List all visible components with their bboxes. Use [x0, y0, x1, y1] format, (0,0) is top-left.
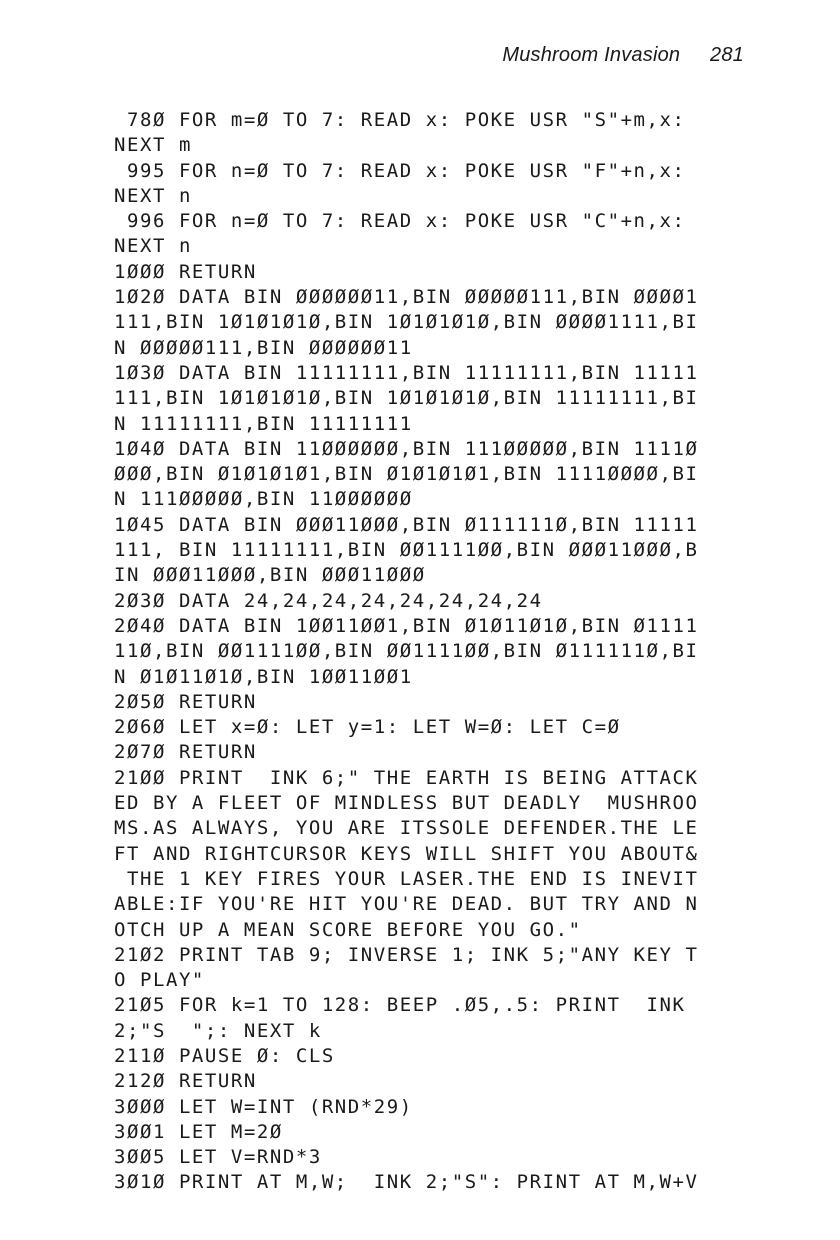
code-line: 11Ø,BIN ØØ1111ØØ,BIN ØØ1111ØØ,BIN Ø111111Ø,BI	[114, 640, 699, 663]
code-line: 1Ø4Ø DATA BIN 11ØØØØØØ,BIN 111ØØØØØ,BIN 1111Ø	[114, 437, 699, 460]
code-line: 2Ø4Ø DATA BIN 1ØØ11ØØ1,BIN Ø1Ø11Ø1Ø,BIN Ø1111	[114, 614, 699, 637]
page-number: 281	[710, 44, 744, 66]
running-head	[502, 44, 744, 67]
code-line: N Ø1Ø11Ø1Ø,BIN 1ØØ11ØØ1	[114, 665, 413, 688]
code-line: 3Ø1Ø PRINT AT M,W; INK 2;"S": PRINT AT M,W+V	[114, 1171, 699, 1194]
code-line: 1Ø3Ø DATA BIN 11111111,BIN 11111111,BIN 11111	[114, 361, 699, 384]
code-line: 111,BIN 1Ø1Ø1Ø1Ø,BIN 1Ø1Ø1Ø1Ø,BIN ØØØØ1111,BI	[114, 311, 699, 334]
code-line: 212Ø RETURN	[114, 1070, 257, 1093]
code-line: 2Ø3Ø DATA 24,24,24,24,24,24,24,24	[114, 589, 543, 612]
code-line: 2;"S ";: NEXT k	[114, 1019, 322, 1042]
code-line: 111, BIN 11111111,BIN ØØ1111ØØ,BIN ØØØ11ØØØ,B	[114, 539, 699, 562]
code-line: MS.AS ALWAYS, YOU ARE ITSSOLE DEFENDER.THE LE	[114, 817, 699, 840]
code-line: 21ØØ PRINT INK 6;" THE EARTH IS BEING ATTACK	[114, 766, 699, 789]
code-line: 111,BIN 1Ø1Ø1Ø1Ø,BIN 1Ø1Ø1Ø1Ø,BIN 11111111,BI	[114, 387, 699, 410]
code-line: THE 1 KEY FIRES YOUR LASER.THE END IS INEVIT	[114, 867, 699, 890]
code-line: 1Ø2Ø DATA BIN ØØØØØØ11,BIN ØØØØØ111,BIN ØØØØ1	[114, 286, 699, 309]
code-line: NEXT m	[114, 134, 192, 157]
code-line: 995 FOR n=Ø TO 7: READ x: POKE USR "F"+n,x:	[114, 159, 686, 182]
code-line: 1ØØØ RETURN	[114, 260, 257, 283]
chapter-title: Mushroom Invasion	[502, 44, 681, 66]
code-line: ED BY A FLEET OF MINDLESS BUT DEADLY MUSHROO	[114, 792, 699, 815]
code-line: N 111ØØØØØ,BIN 11ØØØØØØ	[114, 488, 413, 511]
code-line: 21Ø2 PRINT TAB 9; INVERSE 1; INK 5;"ANY KEY T	[114, 943, 699, 966]
code-line: N ØØØØØ111,BIN ØØØØØØ11	[114, 336, 413, 359]
code-line: 2Ø6Ø LET x=Ø: LET y=1: LET W=Ø: LET C=Ø	[114, 716, 621, 739]
code-line: OTCH UP A MEAN SCORE BEFORE YOU GO."	[114, 918, 582, 941]
program-listing	[114, 108, 774, 1196]
code-line: NEXT n	[114, 184, 192, 207]
code-line: 2Ø7Ø RETURN	[114, 741, 257, 764]
code-line: 78Ø FOR m=Ø TO 7: READ x: POKE USR "S"+m,x:	[114, 109, 686, 131]
code-line: 996 FOR n=Ø TO 7: READ x: POKE USR "C"+n,x:	[114, 210, 686, 233]
code-line: NEXT n	[114, 235, 192, 258]
code-line: N 11111111,BIN 11111111	[114, 412, 413, 435]
code-line: 3ØØ1 LET M=2Ø	[114, 1120, 283, 1143]
code-line: ABLE:IF YOU'RE HIT YOU'RE DEAD. BUT TRY AND N	[114, 893, 699, 916]
code-line: 2Ø5Ø RETURN	[114, 690, 257, 713]
code-line: 211Ø PAUSE Ø: CLS	[114, 1044, 335, 1067]
code-line: O PLAY"	[114, 969, 205, 992]
code-line: FT AND RIGHTCURSOR KEYS WILL SHIFT YOU ABOUT&	[114, 842, 699, 865]
code-line: 1Ø45 DATA BIN ØØØ11ØØØ,BIN Ø111111Ø,BIN 11111	[114, 513, 699, 536]
code-line: 3ØØ5 LET V=RND*3	[114, 1146, 322, 1169]
code-line: 21Ø5 FOR k=1 TO 128: BEEP .Ø5,.5: PRINT INK	[114, 994, 686, 1017]
code-line: ØØØ,BIN Ø1Ø1Ø1Ø1,BIN Ø1Ø1Ø1Ø1,BIN 1111ØØØØ,BI	[114, 463, 699, 486]
code-line: 3ØØØ LET W=INT (RND*29)	[114, 1095, 413, 1118]
code-line: IN ØØØ11ØØØ,BIN ØØØ11ØØØ	[114, 564, 426, 587]
